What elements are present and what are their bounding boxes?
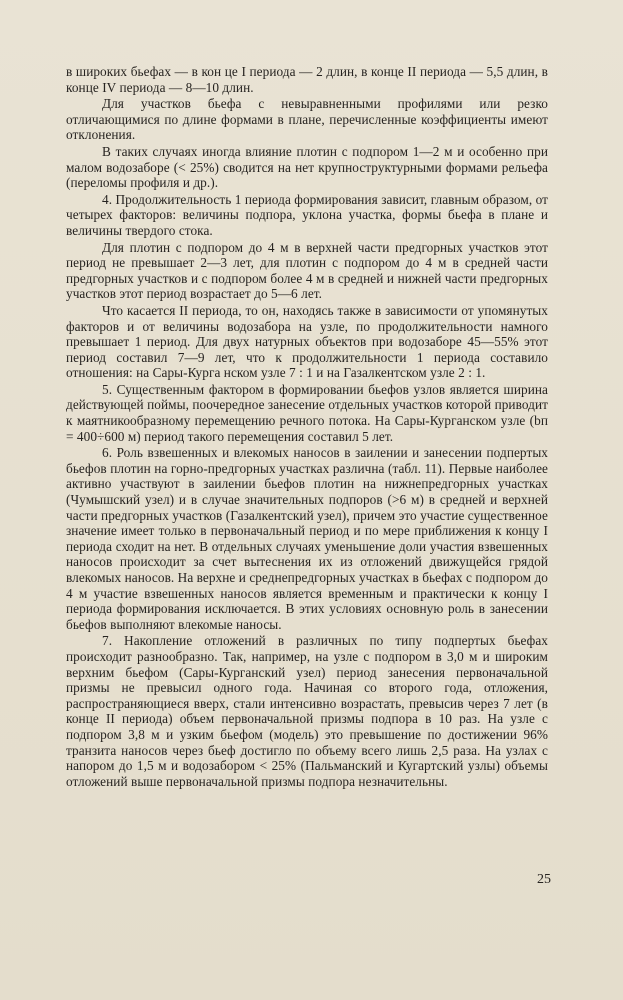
paragraph: 4. Продолжительность 1 периода формирования зависит, главным образом, от четырех факторов: величины подпора, уклона участка, формы бьефа в плане и величины твердого стока. xyxy=(66,191,548,238)
page-number: 25 xyxy=(537,872,551,887)
paragraph: Для участков бьефа с невыравненными профилями или резко отличающимися по длине формами в плане, перечисленные коэффициенты имеют отклонения. xyxy=(66,96,548,143)
paragraph: Для плотин с подпором до 4 м в верхней части предгорных участков этот период не превышает 2—3 лет, для плотин с подпором до 4 м в средней части предгорных участков и с подпором более 4 м в средней и нижней части предгорных участков этот период возрастает до 5—6 лет. xyxy=(66,239,548,302)
paragraph: 7. Накопление отложений в различных по типу подпертых бьефах происходит разнообразно. Так, например, на узле с подпором в 3,0 м и широким верхним бьефом (Сары-Курганский узел) период занесения первоначальной призмы не превысил одного года. Начиная со второго года, отложения, распространяющиеся вверх, стали интенсивно возрастать, превысив через 7 лет (в конце II периода) объем первоначальной призмы подпора в 10 раз. На узле с подпором 3,8 м и узким бьефом (модель) это превышение по достижении 96% транзита наносов через бьеф достигло по объему всего лишь 2,5 раза. На узлах с напором до 1,5 м и водозабором < 25% (Пальманский и Кугартский узлы) объемы отложений выше первоначальной призмы подпора незначительны. xyxy=(66,633,548,789)
paragraph: 6. Роль взвешенных и влекомых наносов в заилении и занесении подпертых бьефов плотин на горно-предгорных участках различна (табл. 11). Первые наиболее активно участвуют в заилении бьефов плотин на нижнепредгорных участках (Чумышский узел) и в случае значительных подпоров (>6 м) в средней и верхней части предгорных участков (Газалкентский узел), причем это участие существенное значение имеет только в первоначальный период и по мере приближения к концу I периода сходит на нет. В отдельных случаях уменьшение доли участия взвешенных наносов происходит за счет вытеснения их из отложений движущейся грядой влекомых наносов. На верхне и среднепредгорных участках в бьефах с подпором до 4 м участие взвешенных наносов является временным и практически к концу I периода формирования исключается. В этих условиях основную роль в занесении бьефов выполняют влекомые наносы. xyxy=(66,445,548,632)
paragraph: в широких бьефах — в кон це I периода — 2 длин, в конце II периода — 5,5 длин, в конце IV периода — 8—10 длин. xyxy=(66,64,548,95)
paragraph: 5. Существенным фактором в формировании бьефов узлов является ширина действующей поймы, поочередное занесение отдельных участков которой приводит к маятникообразному перемещению речного потока. На Сары-Курганском узле (bп = 400÷600 м) период такого перемещения составил 5 лет. xyxy=(66,381,548,444)
paragraph: Что касается II периода, то он, находясь также в зависимости от упомянутых факторов и от величины водозабора на узле, по продолжительности намного превышает 1 период. Для двух натурных объектов при водозаборе 45—55% этот период составил 7—9 лет, что к продолжительности 1 периода составило отношения: на Сары-Курга нском узле 7 : 1 и на Газалкентском узле 2 : 1. xyxy=(66,302,548,381)
body-text xyxy=(66,64,548,790)
paragraph: В таких случаях иногда влияние плотин с подпором 1—2 м и особенно при малом водозаборе (< 25%) сводится на нет крупноструктурными формами рельефа (переломы профиля и др.). xyxy=(66,143,548,191)
